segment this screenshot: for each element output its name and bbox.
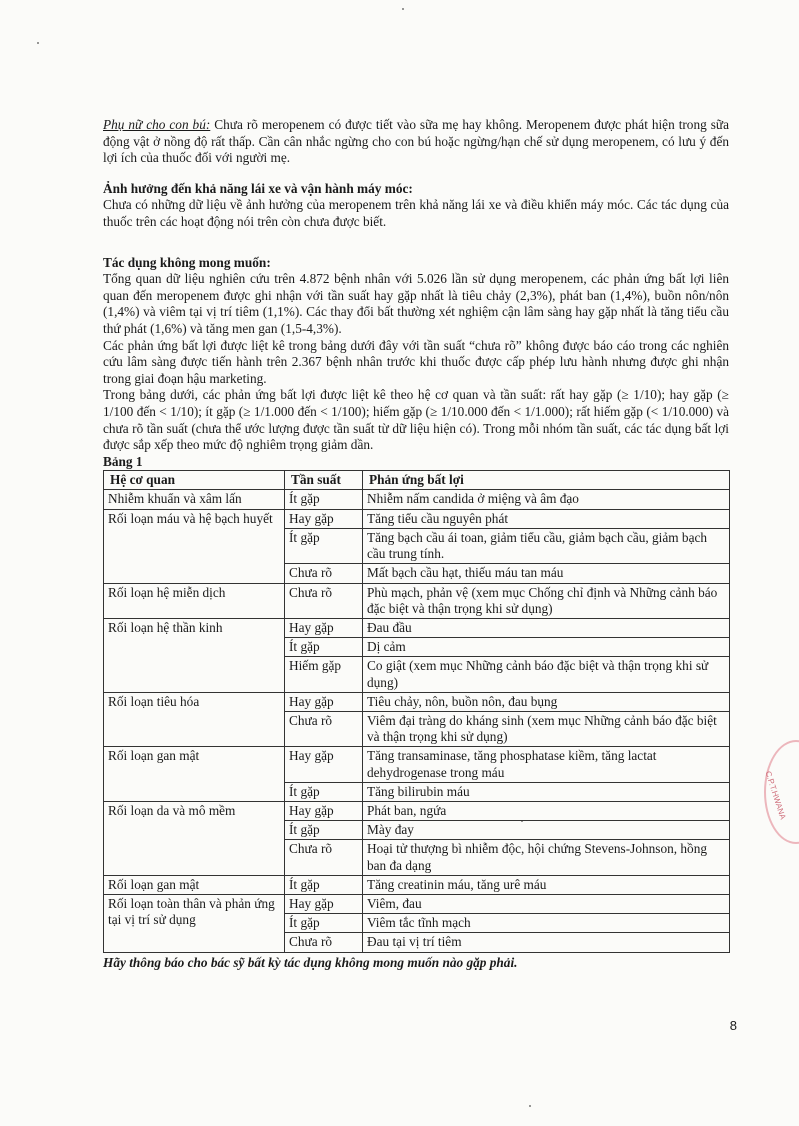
reaction-cell: Đau tại vị trí tiêm xyxy=(363,933,730,952)
frequency-cell: Chưa rõ xyxy=(285,583,363,618)
system-cell: Rối loạn hệ miễn dịch xyxy=(104,583,285,618)
reaction-cell: Viêm đại tràng do kháng sinh (xem mục Những cảnh báo đặc biệt và thận trọng khi sử dụng) xyxy=(363,711,730,746)
reaction-cell: Tăng tiểu cầu nguyên phát xyxy=(363,509,730,528)
reaction-cell: Phát ban, ngứa xyxy=(363,801,730,820)
frequency-cell: Chưa rõ xyxy=(285,564,363,583)
system-cell: Rối loạn da và mô mềm xyxy=(104,801,285,875)
adr-paragraph-1: Tổng quan dữ liệu nghiên cứu trên 4.872 bệnh nhân với 5.026 lần sử dụng meropenem, các phản ứng bất lợi liên quan đến meropenem được ghi nhận với tần suất hay gặp nhất là tiêu chảy (2,3%), phát ban (1,4%), buồn nôn/nôn (1,4%) và viêm tại vị trí tiêm (1,1%). Các thay đổi bất thường xét nghiệm cận lâm sàng hay gặp nhất là tăng tiểu cầu thứ phát (1,6%) và tăng men gan (1,5-4,3%). xyxy=(103,271,729,336)
reaction-cell: Phù mạch, phản vệ (xem mục Chống chỉ định và Những cảnh báo đặc biệt và thận trọng khi sử dụng) xyxy=(363,583,730,618)
system-cell: Rối loạn toàn thân và phản ứng tại vị trí sử dụng xyxy=(104,894,285,952)
adr-paragraph-2: Các phản ứng bất lợi được liệt kê trong bảng dưới đây với tần suất “chưa rõ” không được báo cáo trong các nghiên cứu lâm sàng được tiến hành trên 2.367 bệnh nhân trước khi thuốc được cấp phép lưu hành nhưng được ghi nhận trong giai đoạn hậu marketing. xyxy=(103,337,729,386)
table-row xyxy=(104,747,730,782)
reaction-cell: Tăng creatinin máu, tăng urê máu xyxy=(363,875,730,894)
frequency-cell: Chưa rõ xyxy=(285,840,363,875)
reaction-cell: Dị cảm xyxy=(363,638,730,657)
system-cell: Rối loạn gan mật xyxy=(104,875,285,894)
footer-note: Hãy thông báo cho bác sỹ bất kỳ tác dụng không mong muốn nào gặp phải. xyxy=(103,954,518,970)
system-cell: Nhiễm khuẩn và xâm lấn xyxy=(104,490,285,509)
reaction-cell: Tăng transaminase, tăng phosphatase kiềm, tăng lactat dehydrogenase trong máu xyxy=(363,747,730,782)
driving-text: Chưa có những dữ liệu về ảnh hưởng của meropenem trên khả năng lái xe và điều khiển máy móc. Các tác dụng của thuốc trên các hoạt động nói trên còn chưa được biết. xyxy=(103,197,729,229)
header-frequency: Tần suất xyxy=(285,471,363,490)
frequency-cell: Chưa rõ xyxy=(285,711,363,746)
reaction-cell: Tăng bạch cầu ái toan, giảm tiểu cầu, giảm bạch cầu, giảm bạch cầu trung tính. xyxy=(363,528,730,563)
reaction-cell: Tăng bilirubin máu xyxy=(363,782,730,801)
reaction-cell: Đau đầu xyxy=(363,618,730,637)
header-reaction: Phản ứng bất lợi xyxy=(363,471,730,490)
frequency-cell: Hay gặp xyxy=(285,618,363,637)
system-cell: Rối loạn hệ thần kinh xyxy=(104,618,285,692)
reaction-cell: Tiêu chảy, nôn, buồn nôn, đau bụng xyxy=(363,692,730,711)
reaction-cell: Nhiễm nấm candida ở miệng và âm đạo xyxy=(363,490,730,509)
frequency-cell: Hay gặp xyxy=(285,801,363,820)
frequency-cell: Ít gặp xyxy=(285,914,363,933)
reaction-cell: Mất bạch cầu hạt, thiếu máu tan máu xyxy=(363,564,730,583)
system-cell: Rối loạn máu và hệ bạch huyết xyxy=(104,509,285,583)
reaction-cell: Co giật (xem mục Những cảnh báo đặc biệt và thận trọng khi sử dụng) xyxy=(363,657,730,692)
scan-speck xyxy=(529,1105,531,1107)
table-row xyxy=(104,875,730,894)
frequency-cell: Hay gặp xyxy=(285,894,363,913)
page-number: 8 xyxy=(729,1018,737,1033)
frequency-cell: Ít gặp xyxy=(285,638,363,657)
table-row xyxy=(104,894,730,913)
reaction-cell: Mày đay xyxy=(363,821,730,840)
system-cell: Rối loạn gan mật xyxy=(104,747,285,802)
frequency-cell: Ít gặp xyxy=(285,782,363,801)
frequency-cell: Ít gặp xyxy=(285,821,363,840)
reaction-cell: Viêm tắc tĩnh mạch xyxy=(363,914,730,933)
adr-paragraph-3: Trong bảng dưới, các phản ứng bất lợi được liệt kê theo hệ cơ quan và tần suất: rất hay gặp (≥ 1/10); hay gặp (≥ 1/100 đến < 1/10); ít gặp (≥ 1/1.000 đến < 1/100); hiếm gặp (≥ 1/10.000 đến < 1/1.000); rất hiếm gặp (< 1/10.000) và chưa rõ tần suất (chưa thể ước lượng được tần suất từ dữ liệu hiện có). Trong mỗi nhóm tần suất, các tác dụng bất lợi được sắp xếp theo mức độ nghiêm trọng giảm dần. xyxy=(103,387,729,453)
table-header-row xyxy=(104,471,730,490)
table-row xyxy=(104,490,730,509)
reaction-cell: Hoại tử thượng bì nhiễm độc, hội chứng Stevens-Johnson, hồng ban đa dạng xyxy=(363,840,730,875)
scan-speck xyxy=(402,8,404,10)
table-label: Bảng 1 xyxy=(103,453,143,469)
frequency-cell: Hiếm gặp xyxy=(285,657,363,692)
header-system: Hệ cơ quan xyxy=(104,471,285,490)
driving-heading: Ảnh hưởng đến khả năng lái xe và vận hành máy móc: xyxy=(103,180,413,196)
frequency-cell: Ít gặp xyxy=(285,528,363,563)
nursing-text: Chưa rõ meropenem có được tiết vào sữa mẹ hay không. Meropenem được phát hiện trong sữa động vật ở nồng độ rất thấp. Cần cân nhắc ngừng cho con bú hoặc ngừng/hạn chế sử dụng meropenem, có lưu ý đến lợi ích của thuốc đối với người mẹ. xyxy=(103,117,729,166)
table-row xyxy=(104,801,730,820)
adverse-reactions-table xyxy=(103,470,730,952)
nursing-label: Phụ nữ cho con bú: xyxy=(103,117,211,132)
nursing-paragraph xyxy=(103,117,729,167)
table-row xyxy=(104,692,730,711)
reaction-cell: Viêm, đau xyxy=(363,894,730,913)
frequency-cell: Ít gặp xyxy=(285,875,363,894)
frequency-cell: Hay gặp xyxy=(285,509,363,528)
document-body xyxy=(103,117,729,971)
frequency-cell: Chưa rõ xyxy=(285,933,363,952)
scan-speck xyxy=(37,42,39,44)
table-row xyxy=(104,509,730,528)
system-cell: Rối loạn tiêu hóa xyxy=(104,692,285,747)
stamp-text: C.P.T.HWANA xyxy=(763,770,788,821)
adr-heading: Tác dụng không mong muốn: xyxy=(103,254,271,270)
frequency-cell: Ít gặp xyxy=(285,490,363,509)
frequency-cell: Hay gặp xyxy=(285,747,363,782)
table-row xyxy=(104,583,730,618)
frequency-cell: Hay gặp xyxy=(285,692,363,711)
table-row xyxy=(104,618,730,637)
